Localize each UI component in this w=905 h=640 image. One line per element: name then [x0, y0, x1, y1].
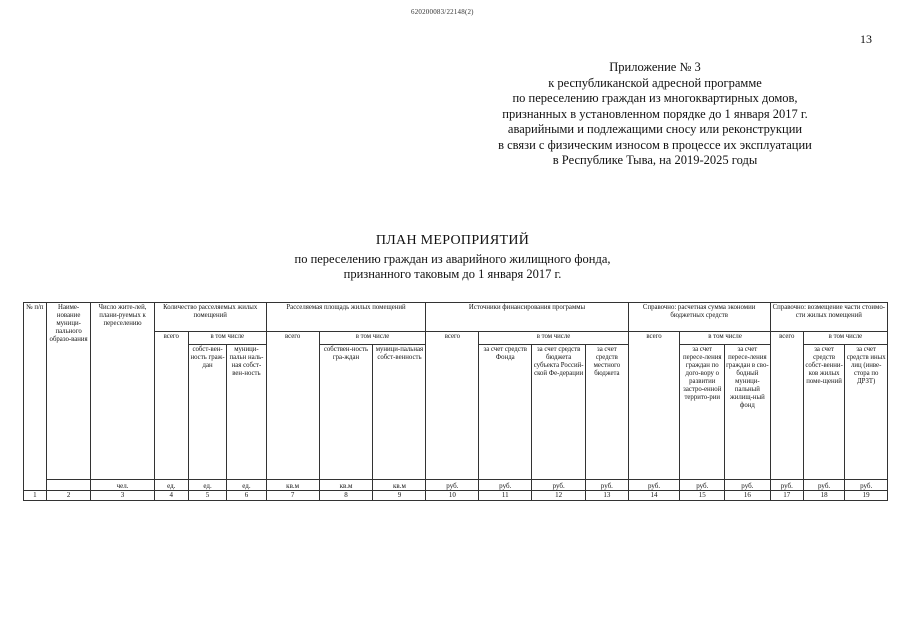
unit-cell: ед.: [188, 480, 226, 491]
header-reimb-others: за счет средств иных лиц (инве-стора по ДРЗТ): [845, 345, 888, 480]
column-number: 6: [227, 491, 266, 501]
plan-table: [23, 302, 888, 501]
appendix-line: к республиканской адресной программе: [548, 75, 762, 90]
header-reimb-group: Справочно: возмещение части стоимо-сти жилых помещений: [770, 303, 887, 332]
unit-cell: руб.: [680, 480, 725, 491]
column-numbers-row: [24, 491, 888, 501]
unit-cell: руб.: [770, 480, 803, 491]
header-area-owned: собствен-ность гра-ждан: [319, 345, 373, 480]
column-number: 19: [845, 491, 888, 501]
unit-cell: руб.: [426, 480, 479, 491]
header-count-incl: в том числе: [188, 332, 266, 345]
document-id: 620200083/22148(2): [411, 8, 474, 16]
appendix-block: [440, 60, 870, 169]
unit-cell: кв.м: [373, 480, 426, 491]
plan-subtitle: [0, 252, 905, 282]
header-area-group: Расселяемая площадь жилых помещений: [266, 303, 426, 332]
header-local-budget: за счет средств местного бюджета: [586, 345, 629, 480]
column-number: 3: [91, 491, 154, 501]
header-subject-budget: за счет средств бюджета субъекта Россий-ской Фе-дерации: [532, 345, 586, 480]
header-fund: за счет средств Фонда: [479, 345, 532, 480]
appendix-line: Приложение № 3: [609, 60, 701, 74]
header-count-group: Количество расселяемых жилых помещений: [154, 303, 266, 332]
column-number: 13: [586, 491, 629, 501]
header-area-municipal: муници-пальная собст-венность: [373, 345, 426, 480]
header-count-municipal: муници-пальн наль-ная собст-вен-ность: [227, 345, 266, 480]
header-reimb-incl: в том числе: [803, 332, 887, 345]
header-area-total: всего: [266, 332, 319, 480]
plan-subtitle-line: по переселению граждан из аварийного жилищного фонда,: [294, 252, 611, 266]
header-count-total: всего: [154, 332, 188, 480]
column-number: 7: [266, 491, 319, 501]
header-savings-group: Справочно: расчетная сумма экономии бюджетных средств: [628, 303, 770, 332]
unit-cell: [24, 480, 47, 491]
column-number: 12: [532, 491, 586, 501]
column-number: 15: [680, 491, 725, 501]
unit-cell: чел.: [91, 480, 154, 491]
column-number: 1: [24, 491, 47, 501]
column-number: 8: [319, 491, 373, 501]
header-reimb-owners: за счет средств собст-венни-ков жилых поме-щений: [803, 345, 844, 480]
column-number: 14: [628, 491, 680, 501]
unit-cell: ед.: [154, 480, 188, 491]
header-savings-free-fund: за счет пересе-ления граждан в сво-бодный муници-пальный жилищ-ный фонд: [725, 345, 771, 480]
header-no-cont: [24, 345, 47, 480]
column-number: 17: [770, 491, 803, 501]
unit-cell: руб.: [628, 480, 680, 491]
header-reimb-total: всего: [770, 332, 803, 480]
units-row: [24, 480, 888, 491]
appendix-line: аварийными и подлежащими сносу или реконструкции: [507, 122, 803, 136]
unit-cell: кв.м: [319, 480, 373, 491]
header-residents: Число жите-лей, плани-руемых к переселению: [91, 303, 154, 480]
column-number: 2: [46, 491, 91, 501]
header-municipality: Наиме-нование муници-пального образо-вания: [46, 303, 91, 480]
header-savings-incl: в том числе: [680, 332, 770, 345]
unit-cell: руб.: [532, 480, 586, 491]
unit-cell: руб.: [845, 480, 888, 491]
header-savings-total: всего: [628, 332, 680, 480]
appendix-line: в связи с физическим износом в процессе их эксплуатации: [498, 137, 812, 152]
header-no: № п/п: [24, 303, 47, 332]
page-number: 13: [860, 32, 872, 46]
unit-cell: руб.: [803, 480, 844, 491]
appendix-line: по переселению граждан из многоквартирных домов,: [512, 91, 798, 105]
header-savings-development: за счет пересе-ления граждан по дого-вору о развитии застро-енной террито-рии: [680, 345, 725, 480]
header-sources-incl: в том числе: [479, 332, 628, 345]
unit-cell: руб.: [586, 480, 629, 491]
plan-subtitle-line: признанного таковым до 1 января 2017 г.: [343, 267, 562, 281]
column-number: 4: [154, 491, 188, 501]
column-number: 9: [373, 491, 426, 501]
column-number: 10: [426, 491, 479, 501]
appendix-line: признанных в установленном порядке до 1 января 2017 г.: [502, 106, 808, 121]
appendix-line: в Республике Тыва, на 2019-2025 годы: [552, 153, 758, 167]
unit-cell: [46, 480, 91, 491]
header-sources-group: Источники финансирования программы: [426, 303, 628, 332]
unit-cell: ед.: [227, 480, 266, 491]
column-number: 16: [725, 491, 771, 501]
header-sources-total: всего: [426, 332, 479, 480]
unit-cell: руб.: [479, 480, 532, 491]
header-no-cont: [24, 332, 47, 345]
column-number: 18: [803, 491, 844, 501]
plan-title: ПЛАН МЕРОПРИЯТИЙ: [375, 233, 530, 248]
header-count-owned: собст-вен-ность граж-дан: [188, 345, 226, 480]
column-number: 5: [188, 491, 226, 501]
column-number: 11: [479, 491, 532, 501]
unit-cell: руб.: [725, 480, 771, 491]
header-area-incl: в том числе: [319, 332, 426, 345]
unit-cell: кв.м: [266, 480, 319, 491]
